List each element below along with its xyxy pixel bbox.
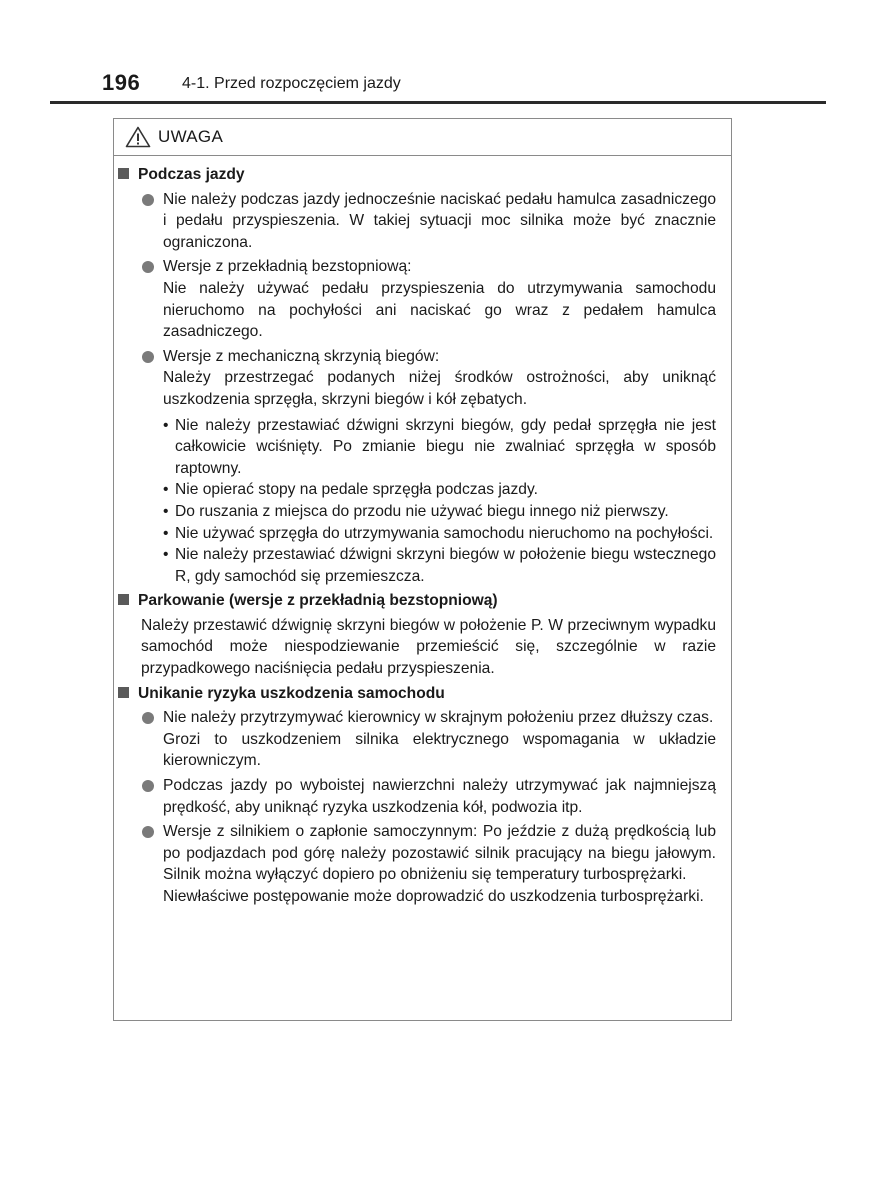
bullet-item <box>118 821 716 907</box>
bullet-text: Nie należy przytrzymywać kierownicy w skrajnym położeniu przez dłuższy czas. <box>163 709 714 727</box>
sub-item <box>163 479 716 501</box>
bullet-text: Nie należy podczas jazdy jednocześnie naciskać pedału hamulca zasadniczego i pedału przyspieszenia. W takiej sytuacji moc silnika może być znacznie ograniczona. <box>163 190 716 251</box>
warning-label: UWAGA <box>158 127 224 146</box>
bullet-content <box>163 707 716 772</box>
circle-bullet-icon <box>142 826 154 838</box>
sub-bullet-mark: • <box>163 481 169 499</box>
page-number: 196 <box>102 70 141 95</box>
sub-item-text: Do ruszania z miejsca do przodu nie używać biegu innego niż pierwszy. <box>175 502 669 520</box>
sub-item-text: Nie opierać stopy na pedale sprzęgła podczas jazdy. <box>175 481 538 499</box>
bullet-content <box>163 775 716 818</box>
section-title: 4-1. Przed rozpoczęciem jazdy <box>182 75 401 92</box>
sub-item <box>163 544 716 587</box>
warning-section <box>118 683 716 908</box>
warning-box <box>113 118 732 1021</box>
bullet-text: Grozi to uszkodzeniem silnika elektrycznego wspomagania w układzie kierowniczym. <box>163 730 716 770</box>
sub-item <box>163 523 716 545</box>
circle-bullet-icon <box>142 712 154 724</box>
square-bullet-icon <box>118 594 129 605</box>
section-heading <box>118 164 716 186</box>
warning-section <box>118 164 716 587</box>
circle-bullet-icon <box>142 351 154 363</box>
sub-list <box>163 415 716 588</box>
bullet-text: Wersje z mechaniczną skrzynią biegów: <box>163 347 440 365</box>
page-header <box>50 70 826 104</box>
warning-triangle-icon <box>125 126 151 153</box>
square-bullet-icon <box>118 687 129 698</box>
section-paragraph: Należy przestawić dźwignię skrzyni biegów w położenie P. W przeciwnym wypadku samochód może niespodziewanie przemieścić się, szczególnie w razie przypadkowego naciśnięcia pedału przyspieszenia. <box>141 616 716 678</box>
sub-bullet-mark: • <box>163 546 169 564</box>
sub-item-text: Nie należy przestawiać dźwigni skrzyni biegów w położenie biegu wstecznego R, gdy samochód się przemieszcza. <box>175 546 716 585</box>
square-bullet-icon <box>118 168 129 179</box>
circle-bullet-icon <box>142 780 154 792</box>
bullet-text: Niewłaściwe postępowanie może doprowadzić do uszkodzenia turbosprężarki. <box>163 888 704 905</box>
sub-item-text: Nie używać sprzęgła do utrzymywania samochodu nieruchomo na pochyłości. <box>175 524 714 542</box>
warning-body <box>114 156 731 908</box>
bullet-text: Należy przestrzegać podanych niżej środków ostrożności, aby uniknąć uszkodzenia sprzęgła, skrzyni biegów i kół zębatych. <box>163 369 716 408</box>
bullet-item <box>118 775 716 818</box>
bullet-item <box>118 346 716 588</box>
circle-bullet-icon <box>142 194 154 206</box>
sub-item-text: Nie należy przestawiać dźwigni skrzyni biegów, gdy pedał sprzęgła nie jest całkowicie wciśnięty. Po zmianie biegu nie zwalniać sprzęgła w sposób raptowny. <box>175 416 716 477</box>
bullet-text: Nie należy używać pedału przyspieszenia do utrzymywania samochodu nieruchomo na pochyłości ani naciskać go wraz z pedałem hamulca zasadniczego. <box>163 279 716 341</box>
bullet-content <box>163 256 716 342</box>
sub-bullet-mark: • <box>163 524 169 542</box>
warning-header <box>114 119 731 156</box>
section-heading <box>118 590 716 612</box>
bullet-content <box>163 346 716 588</box>
bullet-text: Wersje z silnikiem o zapłonie samoczynnym: Po jeździe z dużą prędkością lub po podjazdach pod górę należy pozostawić silnik pracujący na biegu jałowym. Silnik można wyłączyć dopiero po obniżeniu się temperatury turbosprężarki. <box>163 823 716 884</box>
bullet-text: Wersje z przekładnią bezstopniową: <box>163 258 412 276</box>
sub-item <box>163 415 716 480</box>
section-heading-text: Parkowanie (wersje z przekładnią bezstopniową) <box>138 592 498 610</box>
bullet-text: Podczas jazdy po wyboistej nawierzchni należy utrzymywać jak najmniejszą prędkość, aby uniknąć ryzyka uszkodzenia kół, podwozia itp. <box>163 777 716 816</box>
section-heading-text: Podczas jazdy <box>138 166 245 183</box>
bullet-content <box>163 821 716 907</box>
sub-item <box>163 501 716 523</box>
bullet-item <box>118 256 716 342</box>
bullet-item <box>118 189 716 254</box>
bullet-item <box>118 707 716 772</box>
circle-bullet-icon <box>142 261 154 273</box>
bullet-content <box>163 189 716 254</box>
sub-bullet-mark: • <box>163 502 169 520</box>
section-heading <box>118 683 716 705</box>
section-heading-text: Unikanie ryzyka uszkodzenia samochodu <box>138 684 445 702</box>
warning-section <box>118 590 716 679</box>
sub-bullet-mark: • <box>163 416 169 434</box>
